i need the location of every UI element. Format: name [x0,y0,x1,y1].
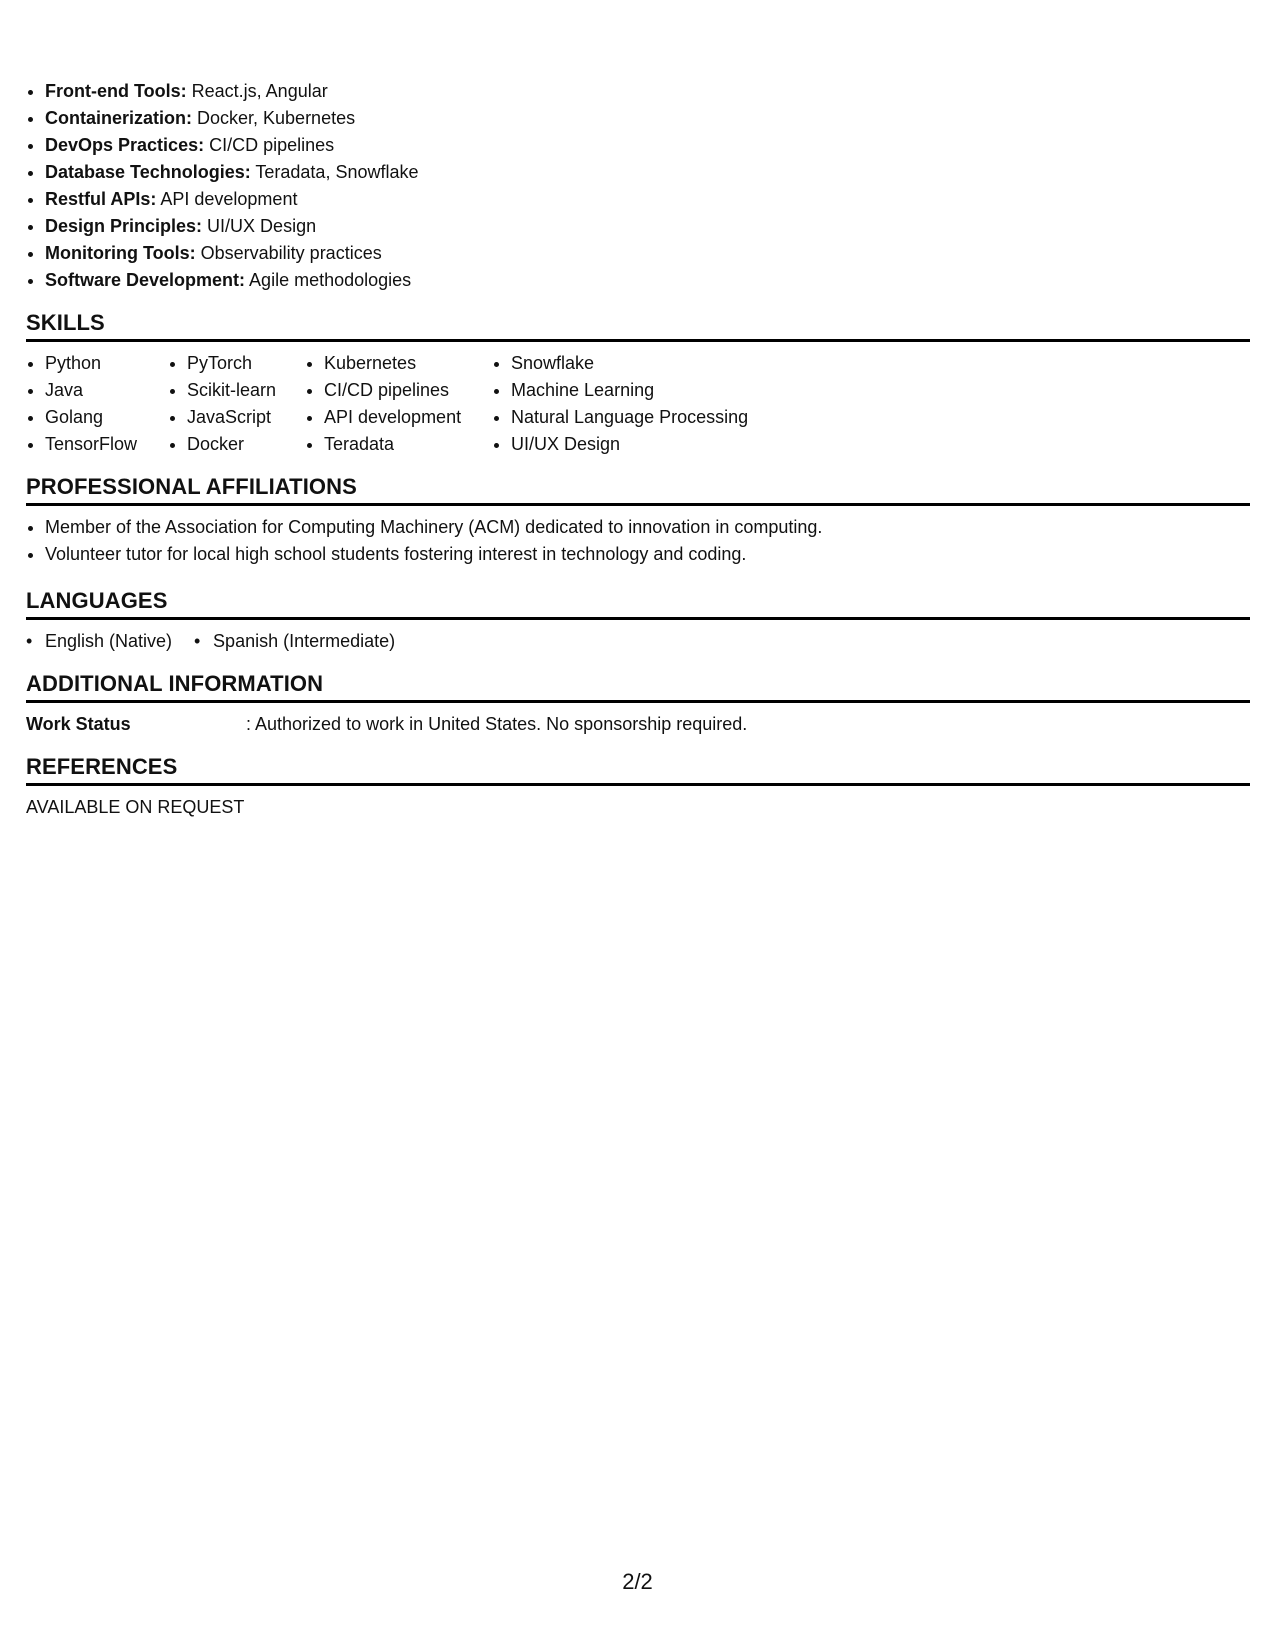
skill-item: • Docker [187,431,305,458]
tech-item [45,159,1250,186]
resume-page [26,78,1250,821]
tech-list [26,78,1250,294]
work-status-label: Work Status [26,714,131,734]
affiliation-item: • Member of the Association for Computing Machinery (ACM) dedicated to innovation in computing. [45,514,1250,541]
tech-item-label: Containerization: [45,108,192,128]
languages-list [26,628,1250,655]
skill-item: • Snowflake [511,350,811,377]
skill-item: • UI/UX Design [511,431,811,458]
tech-item-value: React.js, Angular [186,81,328,101]
skill-item: • Machine Learning [511,377,811,404]
skills-column [305,350,492,458]
tech-item-value: UI/UX Design [202,216,317,236]
skill-item: • Python [45,350,168,377]
references-section [26,752,1250,821]
skill-item: • Golang [45,404,168,431]
section-title-languages: LANGUAGES [26,586,1250,620]
tech-item-label: Monitoring Tools: [45,243,196,263]
languages-section [26,586,1250,655]
tech-item-label: Software Development: [45,270,246,290]
skill-item: • CI/CD pipelines [324,377,492,404]
affiliations-list [26,514,1250,568]
tech-item [45,132,1250,159]
tech-item-value: Observability practices [195,243,382,263]
tech-item [45,186,1250,213]
tech-item-value: CI/CD pipelines [204,135,335,155]
languages-body [26,620,1250,655]
tech-item [45,240,1250,267]
skills-column [26,350,168,458]
tech-item-label: DevOps Practices: [45,135,205,155]
tech-item-value: Agile methodologies [245,270,412,290]
affiliations-body [26,506,1250,568]
skill-item: • Natural Language Processing [511,404,811,431]
skill-item: • Teradata [324,431,492,458]
tech-item [45,78,1250,105]
skill-item: • Scikit-learn [187,377,305,404]
skills-grid [26,342,1250,458]
skill-item: • Java [45,377,168,404]
section-title-additional-info: ADDITIONAL INFORMATION [26,669,1250,703]
section-title-affiliations: PROFESSIONAL AFFILIATIONS [26,472,1250,506]
page-number: 2/2 [622,1569,653,1594]
work-status-row [26,703,1250,738]
tech-item-label: Front-end Tools: [45,81,187,101]
language-item: • Spanish (Intermediate) [194,628,395,655]
language-item: • English (Native) [26,628,172,655]
additional-info-section [26,669,1250,738]
tech-item-label: Restful APIs: [45,189,157,209]
work-status-value: : Authorized to work in United States. No sponsorship required. [246,714,748,734]
skill-item: • API development [324,404,492,431]
tech-item-label: Database Technologies: [45,162,251,182]
references-text: AVAILABLE ON REQUEST [26,797,245,817]
skills-section [26,308,1250,458]
tech-item-value: Docker, Kubernetes [192,108,356,128]
affiliation-item: • Volunteer tutor for local high school students fostering interest in technology and coding. [45,541,1250,568]
skills-column [168,350,305,458]
skill-item: • Kubernetes [324,350,492,377]
section-title-skills: SKILLS [26,308,1250,342]
tech-item [45,267,1250,294]
skill-item: • JavaScript [187,404,305,431]
affiliations-section [26,472,1250,568]
tech-item-value: API development [156,189,298,209]
tech-item-label: Design Principles: [45,216,203,236]
skill-item: • TensorFlow [45,431,168,458]
tech-item [45,105,1250,132]
tech-item [45,213,1250,240]
skills-column [492,350,811,458]
tech-item-value: Teradata, Snowflake [250,162,419,182]
section-title-references: REFERENCES [26,752,1250,786]
skill-item: • PyTorch [187,350,305,377]
